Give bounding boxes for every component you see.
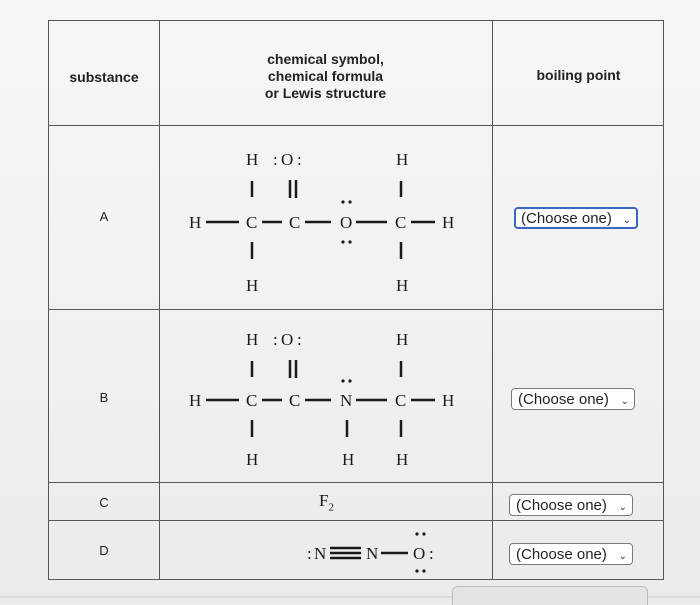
atom-c: C [246, 213, 258, 232]
header-chemical-symbol [159, 51, 492, 102]
column-divider [492, 21, 493, 579]
atom-h: H [396, 330, 409, 349]
lewis-structure-b [159, 309, 492, 482]
atom-h: H [442, 391, 455, 410]
atom-h: H [396, 276, 409, 295]
header-boiling-point: boiling point [536, 67, 621, 83]
atom-h: H [246, 330, 259, 349]
boiling-point-select-a[interactable] [514, 207, 638, 229]
lone-pair-dots: : [429, 544, 434, 563]
select-value: (Choose one) [516, 497, 607, 514]
atom-o: O [281, 330, 294, 349]
formula-symbol: F [319, 491, 329, 510]
formula-subscript: 2 [328, 501, 334, 514]
lone-pair-dots: : [297, 150, 302, 169]
atom-h: H [189, 391, 202, 410]
lone-pair-dots: : [307, 544, 312, 563]
select-value: (Choose one) [521, 210, 612, 227]
chevron-down-icon: ⌄ [618, 551, 627, 562]
atom-h: H [246, 450, 259, 469]
atom-c: C [395, 391, 407, 410]
atom-o: O [281, 150, 294, 169]
lone-pair-dots: : [273, 330, 278, 349]
lone-pair-dots: : [273, 150, 278, 169]
atom-c: C [289, 213, 301, 232]
row-label-b: B [99, 390, 109, 405]
lewis-structure-d [159, 520, 492, 581]
lone-pair-dots: : [297, 330, 302, 349]
atom-h: H [442, 213, 455, 232]
atom-n: N [340, 391, 353, 410]
atom-h: H [342, 450, 355, 469]
chevron-down-icon: ⌄ [622, 215, 631, 226]
boiling-point-select-d[interactable] [509, 543, 633, 565]
atom-c: C [289, 391, 301, 410]
header-symbol-line2: chemical formula [267, 68, 384, 84]
formula-f2 [319, 491, 334, 513]
row-divider [49, 482, 663, 483]
nitrogen-lone-pair [341, 379, 351, 382]
atom-o: O [340, 213, 353, 232]
header-symbol-line1: chemical symbol, [267, 51, 384, 67]
atom-n: N [314, 544, 327, 563]
atom-h: H [246, 150, 259, 169]
atom-h: H [189, 213, 202, 232]
substance-table [48, 20, 664, 580]
boiling-point-select-b[interactable] [511, 388, 635, 410]
header-substance: substance [69, 69, 139, 85]
atom-n: N [366, 544, 379, 563]
atom-o: O [413, 544, 426, 563]
row-label-c: C [99, 495, 109, 510]
boiling-point-select-c[interactable] [509, 494, 633, 516]
atom-h: H [246, 276, 259, 295]
atom-h: H [396, 150, 409, 169]
row-label-d: D [99, 543, 109, 558]
lewis-structure-a [159, 125, 492, 309]
atom-h: H [396, 450, 409, 469]
select-value: (Choose one) [516, 546, 607, 563]
select-value: (Choose one) [518, 391, 609, 408]
atom-c: C [246, 391, 258, 410]
bottom-toolbar-tab[interactable] [452, 586, 648, 605]
chevron-down-icon: ⌄ [620, 396, 629, 407]
atom-c: C [395, 213, 407, 232]
row-label-a: A [99, 209, 109, 224]
header-symbol-line3: or Lewis structure [264, 85, 387, 101]
chevron-down-icon: ⌄ [618, 502, 627, 513]
